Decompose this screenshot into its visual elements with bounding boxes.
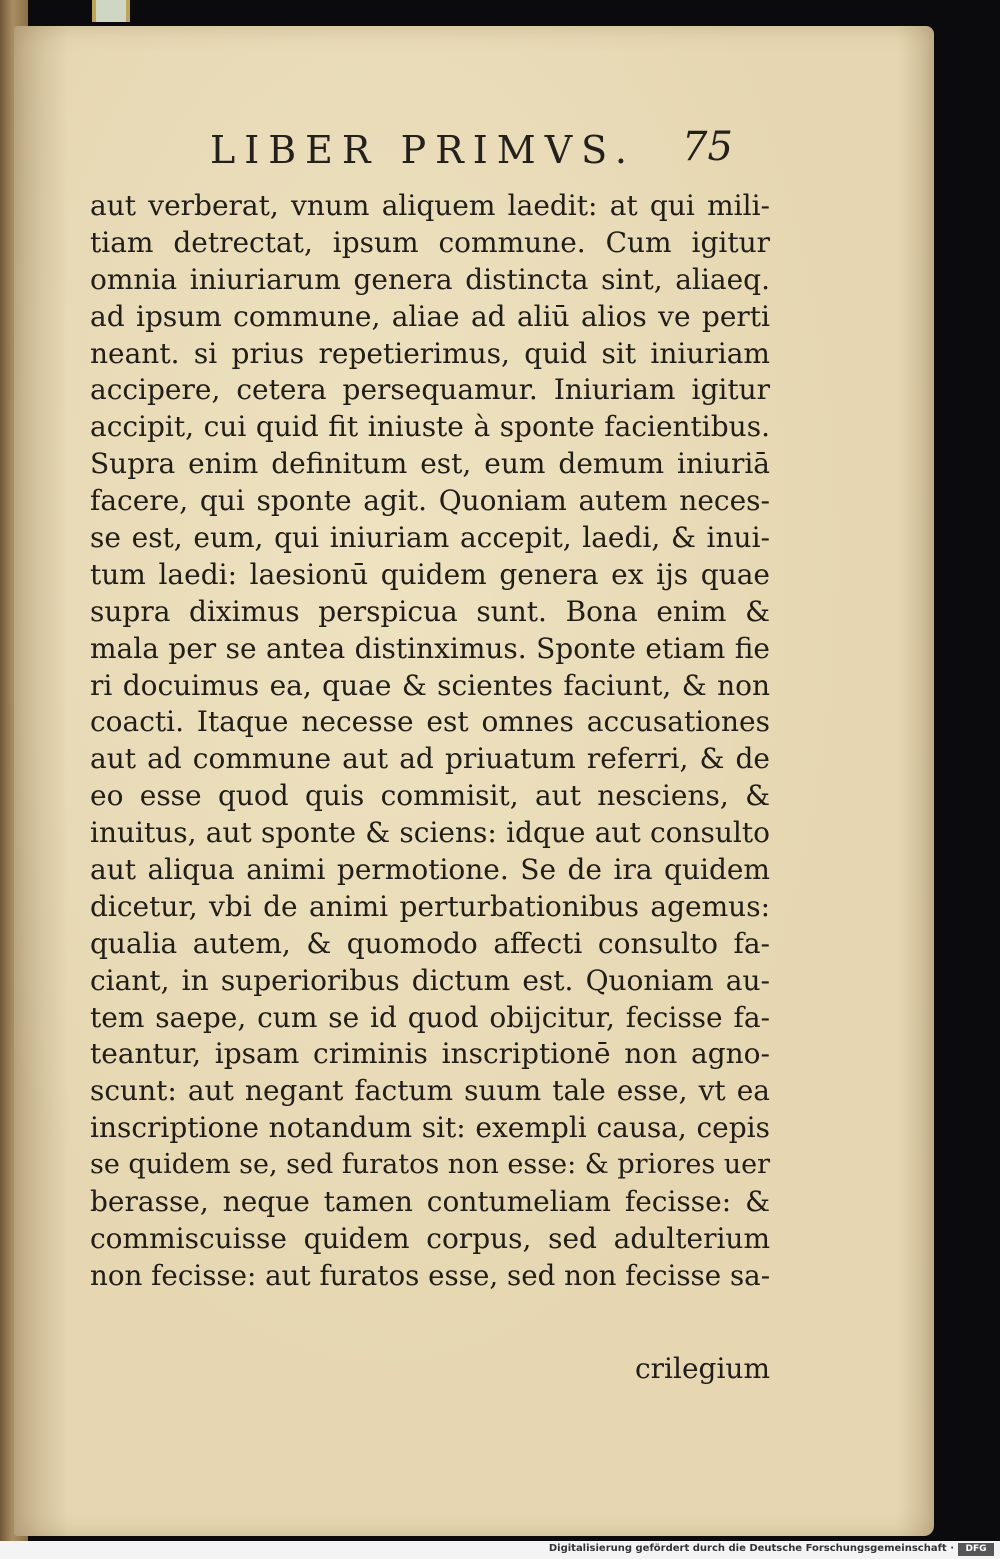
text-line: eo esse quod quis commisit, aut nesciens, & [90,779,770,813]
text-line: coacti. Itaque necesse est omnes accusationes [90,705,770,739]
book-cover-tab [92,0,130,22]
text-line: aut aliqua animi permotione. Se de ira quidem [90,853,770,887]
text-line: teantur, ipsam criminis inscriptionē non agno- [90,1037,770,1071]
text-line: tem saepe, cum se id quod obijcitur, fecisse fa- [90,1000,770,1034]
body-text [90,188,770,1295]
text-line: ri docuimus ea, quae & scientes faciunt, & non [90,668,770,702]
page-header [210,124,770,178]
text-line: qualia autem, & quomodo affecti consulto fa- [90,926,770,960]
text-line: tum laedi: laesionū quidem genera ex ijs quae [90,557,770,591]
text-line: accipit, cui quid fit iniuste à sponte facientibus. [90,410,770,444]
text-line: supra diximus perspicua sunt. Bona enim & [90,594,770,628]
text-line: se est, eum, qui iniuriam accepit, laedi, & inui- [90,521,770,555]
text-line: mala per se antea distinximus. Sponte etiam fie [90,631,770,665]
text-line: tiam detrectat, ipsum commune. Cum igitur [90,225,770,259]
funding-credit: Digitalisierung gefördert durch die Deutsche Forschungsgemeinschaft · [548,1543,954,1554]
text-line: commiscuisse quidem corpus, sed adulterium [90,1221,770,1255]
text-line: inscriptione notandum sit: exempli causa, cepis [90,1111,770,1145]
text-line: neant. si prius repetierimus, quid sit iniuriam [90,336,770,370]
dfg-logo-icon: DFG [958,1543,994,1556]
text-line: ad ipsum commune, aliae ad aliū alios ve perti [90,299,770,333]
text-line: Supra enim definitum est, eum demum iniuriā [90,447,770,481]
page-number: 75 [682,124,733,170]
running-title: LIBER PRIMVS. [210,128,636,172]
book-page [14,26,934,1536]
text-line: omnia iniuriarum genera distincta sint, aliaeq. [90,262,770,296]
digitization-footer [0,1541,1000,1559]
text-line: aut ad commune aut ad priuatum referri, & de [90,742,770,776]
text-line: inuitus, aut sponte & sciens: idque aut consulto [90,816,770,850]
text-line: se quidem se, sed furatos non esse: & priores uer [90,1149,771,1181]
text-line: berasse, neque tamen contumeliam fecisse: & [90,1185,770,1219]
catchword: crilegium [634,1352,770,1385]
text-line: non fecisse: aut furatos esse, sed non fecisse sa- [90,1258,771,1292]
text-line: ciant, in superioribus dictum est. Quoniam au- [90,963,770,997]
text-line: facere, qui sponte agit. Quoniam autem neces- [90,484,770,518]
text-line: aut verberat, vnum aliquem laedit: at qui mili- [90,189,770,222]
text-line: scunt: aut negant factum suum tale esse, vt ea [90,1074,770,1108]
text-line: accipere, cetera persequamur. Iniuriam igitur [90,373,770,407]
text-line: dicetur, vbi de animi perturbationibus agemus: [90,889,770,923]
